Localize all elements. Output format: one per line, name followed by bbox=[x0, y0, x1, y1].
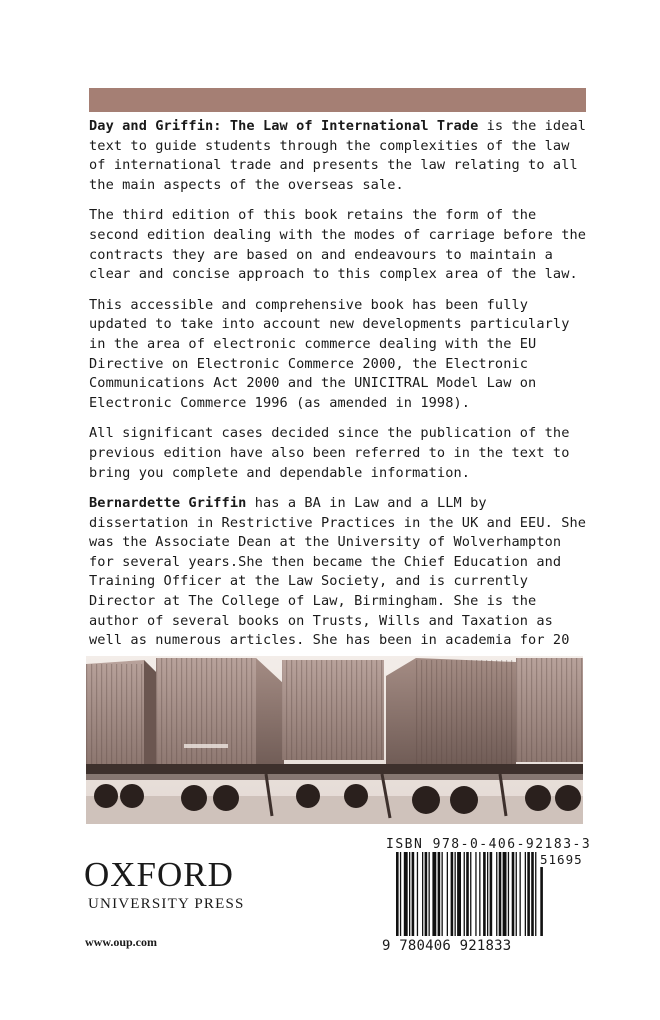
publisher-logo-name: OXFORD bbox=[84, 855, 234, 894]
shipping-containers-photo bbox=[86, 656, 583, 824]
author-name: Bernardette Griffin bbox=[89, 495, 247, 512]
isbn-label: ISBN 978-0-406-92183-3 bbox=[386, 837, 592, 852]
back-cover-blurb bbox=[89, 117, 589, 681]
barcode-digits: 9 780406 921833 bbox=[382, 938, 512, 954]
blurb-paragraph-1: Day and Griffin: The Law of International Trade is the ideal text to guide students through the complexities of the law of international trade and presents the law relating to all the main aspects of the overseas sale. bbox=[89, 118, 587, 193]
blurb-paragraph-2: The third edition of this book retains the form of the second edition dealing with the modes of carriage before the contracts they are based on and endeavours to maintain a clear and concise approach to this complex area of the law. bbox=[89, 207, 587, 283]
book-title: Day and Griffin: The Law of International Trade bbox=[89, 118, 479, 134]
blurb-paragraph-3: This accessible and comprehensive book has been fully updated to take into account new developments particularly in the area of electronic commerce dealing with the EU Directive on Electronic Commerce 2000, the Electronic Communications Act 2000 and the UNICITRAL Model Law on Electronic Commerce 1996 (as amended in 1998). bbox=[89, 296, 570, 411]
publisher-subtitle: UNIVERSITY PRESS bbox=[88, 896, 245, 912]
header-color-band bbox=[89, 88, 586, 112]
blurb-paragraph-4: All significant cases decided since the publication of the previous edition have also been referred to in the text to bring you complete and dependable information. bbox=[89, 425, 570, 481]
barcode-price-code: 51695 bbox=[540, 852, 583, 867]
author-bio: Bernardette Griffin has a BA in Law and a LLM by dissertation in Restrictive Practices in the UK and EEU. She was the Associate Dean at the University of Wolverhampton for several years.She then became the Chief Education and Training Officer at the Law Society, and is currently Director at The College of Law, Birmingham. She is the author of several books on Trusts, Wills and Taxation as well as numerous articles. She has been in academia for 20 bbox=[89, 495, 587, 649]
publisher-url: www.oup.com bbox=[85, 935, 158, 949]
